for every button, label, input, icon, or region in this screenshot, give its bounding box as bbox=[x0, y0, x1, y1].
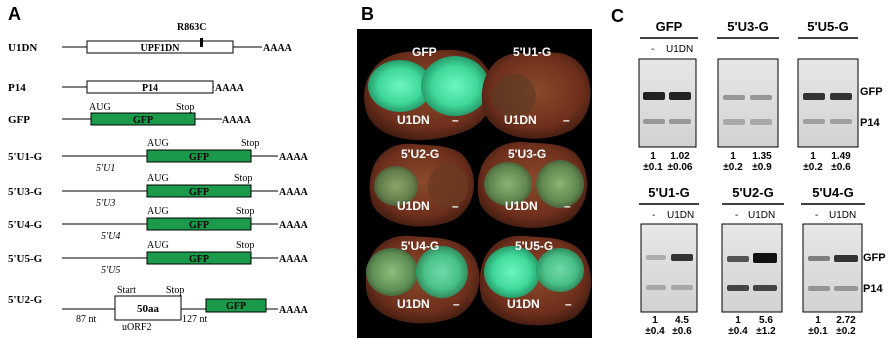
construct-u2g bbox=[8, 285, 309, 333]
quant-error-minus: ±0.1 bbox=[643, 162, 663, 173]
construct-p14 bbox=[8, 81, 245, 94]
leaf-bottom-label: U1DN bbox=[507, 297, 540, 311]
poly-a: AAAA bbox=[215, 83, 244, 94]
construct-label: 5'U1-G bbox=[8, 151, 43, 163]
blot-u4g bbox=[801, 185, 865, 337]
uorf-box-label: 50aa bbox=[137, 303, 159, 315]
construct-u1g bbox=[8, 138, 309, 174]
poly-a: AAAA bbox=[279, 254, 308, 265]
leaf-u5g bbox=[480, 236, 591, 326]
leaf-minus-label: – bbox=[452, 113, 459, 127]
quant-error-u1dn: ±0.6 bbox=[672, 326, 692, 337]
panel-a bbox=[8, 4, 309, 333]
box-label: GFP bbox=[189, 254, 209, 265]
leaf-u4g bbox=[366, 236, 480, 324]
construct-gfp bbox=[8, 102, 252, 126]
blot-gfp bbox=[639, 19, 698, 173]
blot-title: GFP bbox=[655, 19, 683, 34]
lane-u1dn-label: U1DN bbox=[666, 44, 694, 55]
quant-error-minus: ±0.1 bbox=[808, 326, 828, 337]
box-label: GFP bbox=[189, 220, 209, 231]
blot-image bbox=[722, 224, 782, 312]
construct-label: P14 bbox=[8, 82, 26, 94]
quant-error-u1dn: ±0.06 bbox=[667, 162, 693, 173]
quant-value-u1dn: 2.72 bbox=[836, 315, 856, 326]
quant-error-u1dn: ±0.6 bbox=[831, 162, 851, 173]
box-label: UPF1DN bbox=[140, 43, 180, 54]
panel-c-label: C bbox=[611, 6, 624, 26]
poly-a: AAAA bbox=[279, 187, 308, 198]
blot-u2g bbox=[722, 185, 784, 337]
leaf-minus-label: – bbox=[565, 297, 572, 311]
quant-value-minus: 1 bbox=[650, 151, 656, 162]
blot-image bbox=[641, 224, 697, 312]
leaf-top-label: 5'U5-G bbox=[515, 239, 554, 253]
quant-error-minus: ±0.4 bbox=[645, 326, 665, 337]
construct-label: GFP bbox=[8, 114, 30, 126]
quant-value-minus: 1 bbox=[652, 315, 658, 326]
lane-u1dn-label: U1DN bbox=[829, 210, 857, 221]
quant-value-minus: 1 bbox=[810, 151, 816, 162]
poly-a: AAAA bbox=[279, 305, 308, 316]
panel-b-label: B bbox=[361, 4, 374, 24]
leaf-minus-label: – bbox=[563, 113, 570, 127]
quant-value-u1dn: 1.49 bbox=[831, 151, 851, 162]
box-label: GFP bbox=[226, 301, 246, 312]
panel-c bbox=[611, 6, 886, 337]
stop-label: Stop bbox=[176, 102, 195, 113]
leaf-bottom-label: U1DN bbox=[397, 113, 430, 127]
box-label: GFP bbox=[133, 115, 153, 126]
blot-image bbox=[803, 224, 862, 312]
quant-error-u1dn: ±0.2 bbox=[836, 326, 856, 337]
side-label-p14: P14 bbox=[860, 117, 880, 129]
box-label: GFP bbox=[189, 152, 209, 163]
lane-u1dn-label: U1DN bbox=[748, 210, 776, 221]
quant-value-u1dn: 1.35 bbox=[752, 151, 772, 162]
blot-u5g bbox=[798, 19, 858, 173]
quant-value-minus: 1 bbox=[815, 315, 821, 326]
panel-b bbox=[357, 4, 592, 338]
side-label-gfp: GFP bbox=[863, 252, 886, 264]
side-label-gfp: GFP bbox=[860, 86, 883, 98]
panel-a-label: A bbox=[8, 4, 21, 24]
poly-a: AAAA bbox=[279, 152, 308, 163]
aug-label: AUG bbox=[147, 206, 169, 217]
lane-u1dn-label: U1DN bbox=[667, 210, 695, 221]
utr-label: 5'U5 bbox=[101, 265, 121, 276]
mutation-label: R863C bbox=[177, 22, 207, 33]
quant-error-minus: ±0.2 bbox=[803, 162, 823, 173]
blot-title: 5'U4-G bbox=[812, 185, 854, 200]
quant-value-u1dn: 5.6 bbox=[759, 315, 773, 326]
nt-87-label: 87 nt bbox=[76, 314, 97, 325]
stop-label: Stop bbox=[234, 173, 253, 184]
poly-a: AAAA bbox=[263, 43, 292, 54]
leaf-bottom-label: U1DN bbox=[505, 199, 538, 213]
leaf-minus-label: – bbox=[453, 297, 460, 311]
construct-u1dn bbox=[8, 22, 293, 54]
start-label: Start bbox=[117, 285, 136, 296]
blot-image bbox=[798, 59, 858, 147]
quant-value-u1dn: 4.5 bbox=[675, 315, 689, 326]
blot-title: 5'U3-G bbox=[727, 19, 769, 34]
leaf-bottom-label: U1DN bbox=[397, 297, 430, 311]
leaf-minus-label: – bbox=[564, 199, 571, 213]
quant-error-u1dn: ±0.9 bbox=[752, 162, 772, 173]
construct-label: 5'U5-G bbox=[8, 253, 43, 265]
utr-label: 5'U1 bbox=[96, 163, 116, 174]
blot-title: 5'U1-G bbox=[648, 185, 690, 200]
blot-title: 5'U2-G bbox=[732, 185, 774, 200]
construct-u4g bbox=[8, 206, 309, 242]
stop-label: Stop bbox=[241, 138, 260, 149]
poly-a: AAAA bbox=[222, 115, 251, 126]
construct-label: 5'U4-G bbox=[8, 219, 43, 231]
aug-label: AUG bbox=[147, 240, 169, 251]
lane-minus-label: - bbox=[815, 210, 819, 221]
leaf-bottom-label: U1DN bbox=[397, 199, 430, 213]
blot-u3g bbox=[717, 19, 779, 173]
leaf-top-label: GFP bbox=[412, 45, 437, 59]
leaf-top-label: 5'U2-G bbox=[401, 147, 440, 161]
quant-value-minus: 1 bbox=[730, 151, 736, 162]
leaf-bottom-label: U1DN bbox=[504, 113, 537, 127]
box-label: GFP bbox=[189, 187, 209, 198]
quant-error-minus: ±0.2 bbox=[723, 162, 743, 173]
box-label: P14 bbox=[141, 83, 159, 94]
stop-label: Stop bbox=[236, 206, 255, 217]
aug-label: AUG bbox=[89, 102, 111, 113]
blot-title: 5'U5-G bbox=[807, 19, 849, 34]
construct-label: U1DN bbox=[8, 42, 38, 54]
leaf-u3g bbox=[478, 142, 587, 228]
lane-minus-label: - bbox=[651, 44, 655, 55]
quant-error-minus: ±0.4 bbox=[728, 326, 748, 337]
lane-minus-label: - bbox=[652, 210, 656, 221]
blot-image bbox=[718, 59, 778, 147]
leaf-top-label: 5'U4-G bbox=[401, 239, 440, 253]
leaf-u2g bbox=[370, 144, 474, 227]
utr-label: 5'U3 bbox=[96, 198, 116, 209]
poly-a: AAAA bbox=[279, 220, 308, 231]
construct-u5g bbox=[8, 240, 309, 276]
leaf-top-label: 5'U3-G bbox=[508, 147, 547, 161]
side-label-p14: P14 bbox=[863, 283, 883, 295]
stop-label: Stop bbox=[236, 240, 255, 251]
aug-label: AUG bbox=[147, 173, 169, 184]
quant-error-u1dn: ±1.2 bbox=[756, 326, 776, 337]
blot-u1g bbox=[639, 185, 699, 337]
construct-label: 5'U2-G bbox=[8, 294, 43, 306]
leaf-top-label: 5'U1-G bbox=[513, 45, 552, 59]
utr-label: 5'U4 bbox=[101, 231, 121, 242]
nt-127-label: 127 nt bbox=[182, 314, 208, 325]
uorf-name: uORF2 bbox=[122, 322, 152, 333]
construct-label: 5'U3-G bbox=[8, 186, 43, 198]
quant-value-minus: 1 bbox=[735, 315, 741, 326]
leaf-minus-label: – bbox=[452, 199, 459, 213]
mutation-marker bbox=[200, 38, 203, 47]
construct-u3g bbox=[8, 173, 309, 209]
quant-value-u1dn: 1.02 bbox=[670, 151, 690, 162]
lane-minus-label: - bbox=[735, 210, 739, 221]
blot-image bbox=[639, 59, 696, 147]
stop-label: Stop bbox=[166, 285, 185, 296]
aug-label: AUG bbox=[147, 138, 169, 149]
